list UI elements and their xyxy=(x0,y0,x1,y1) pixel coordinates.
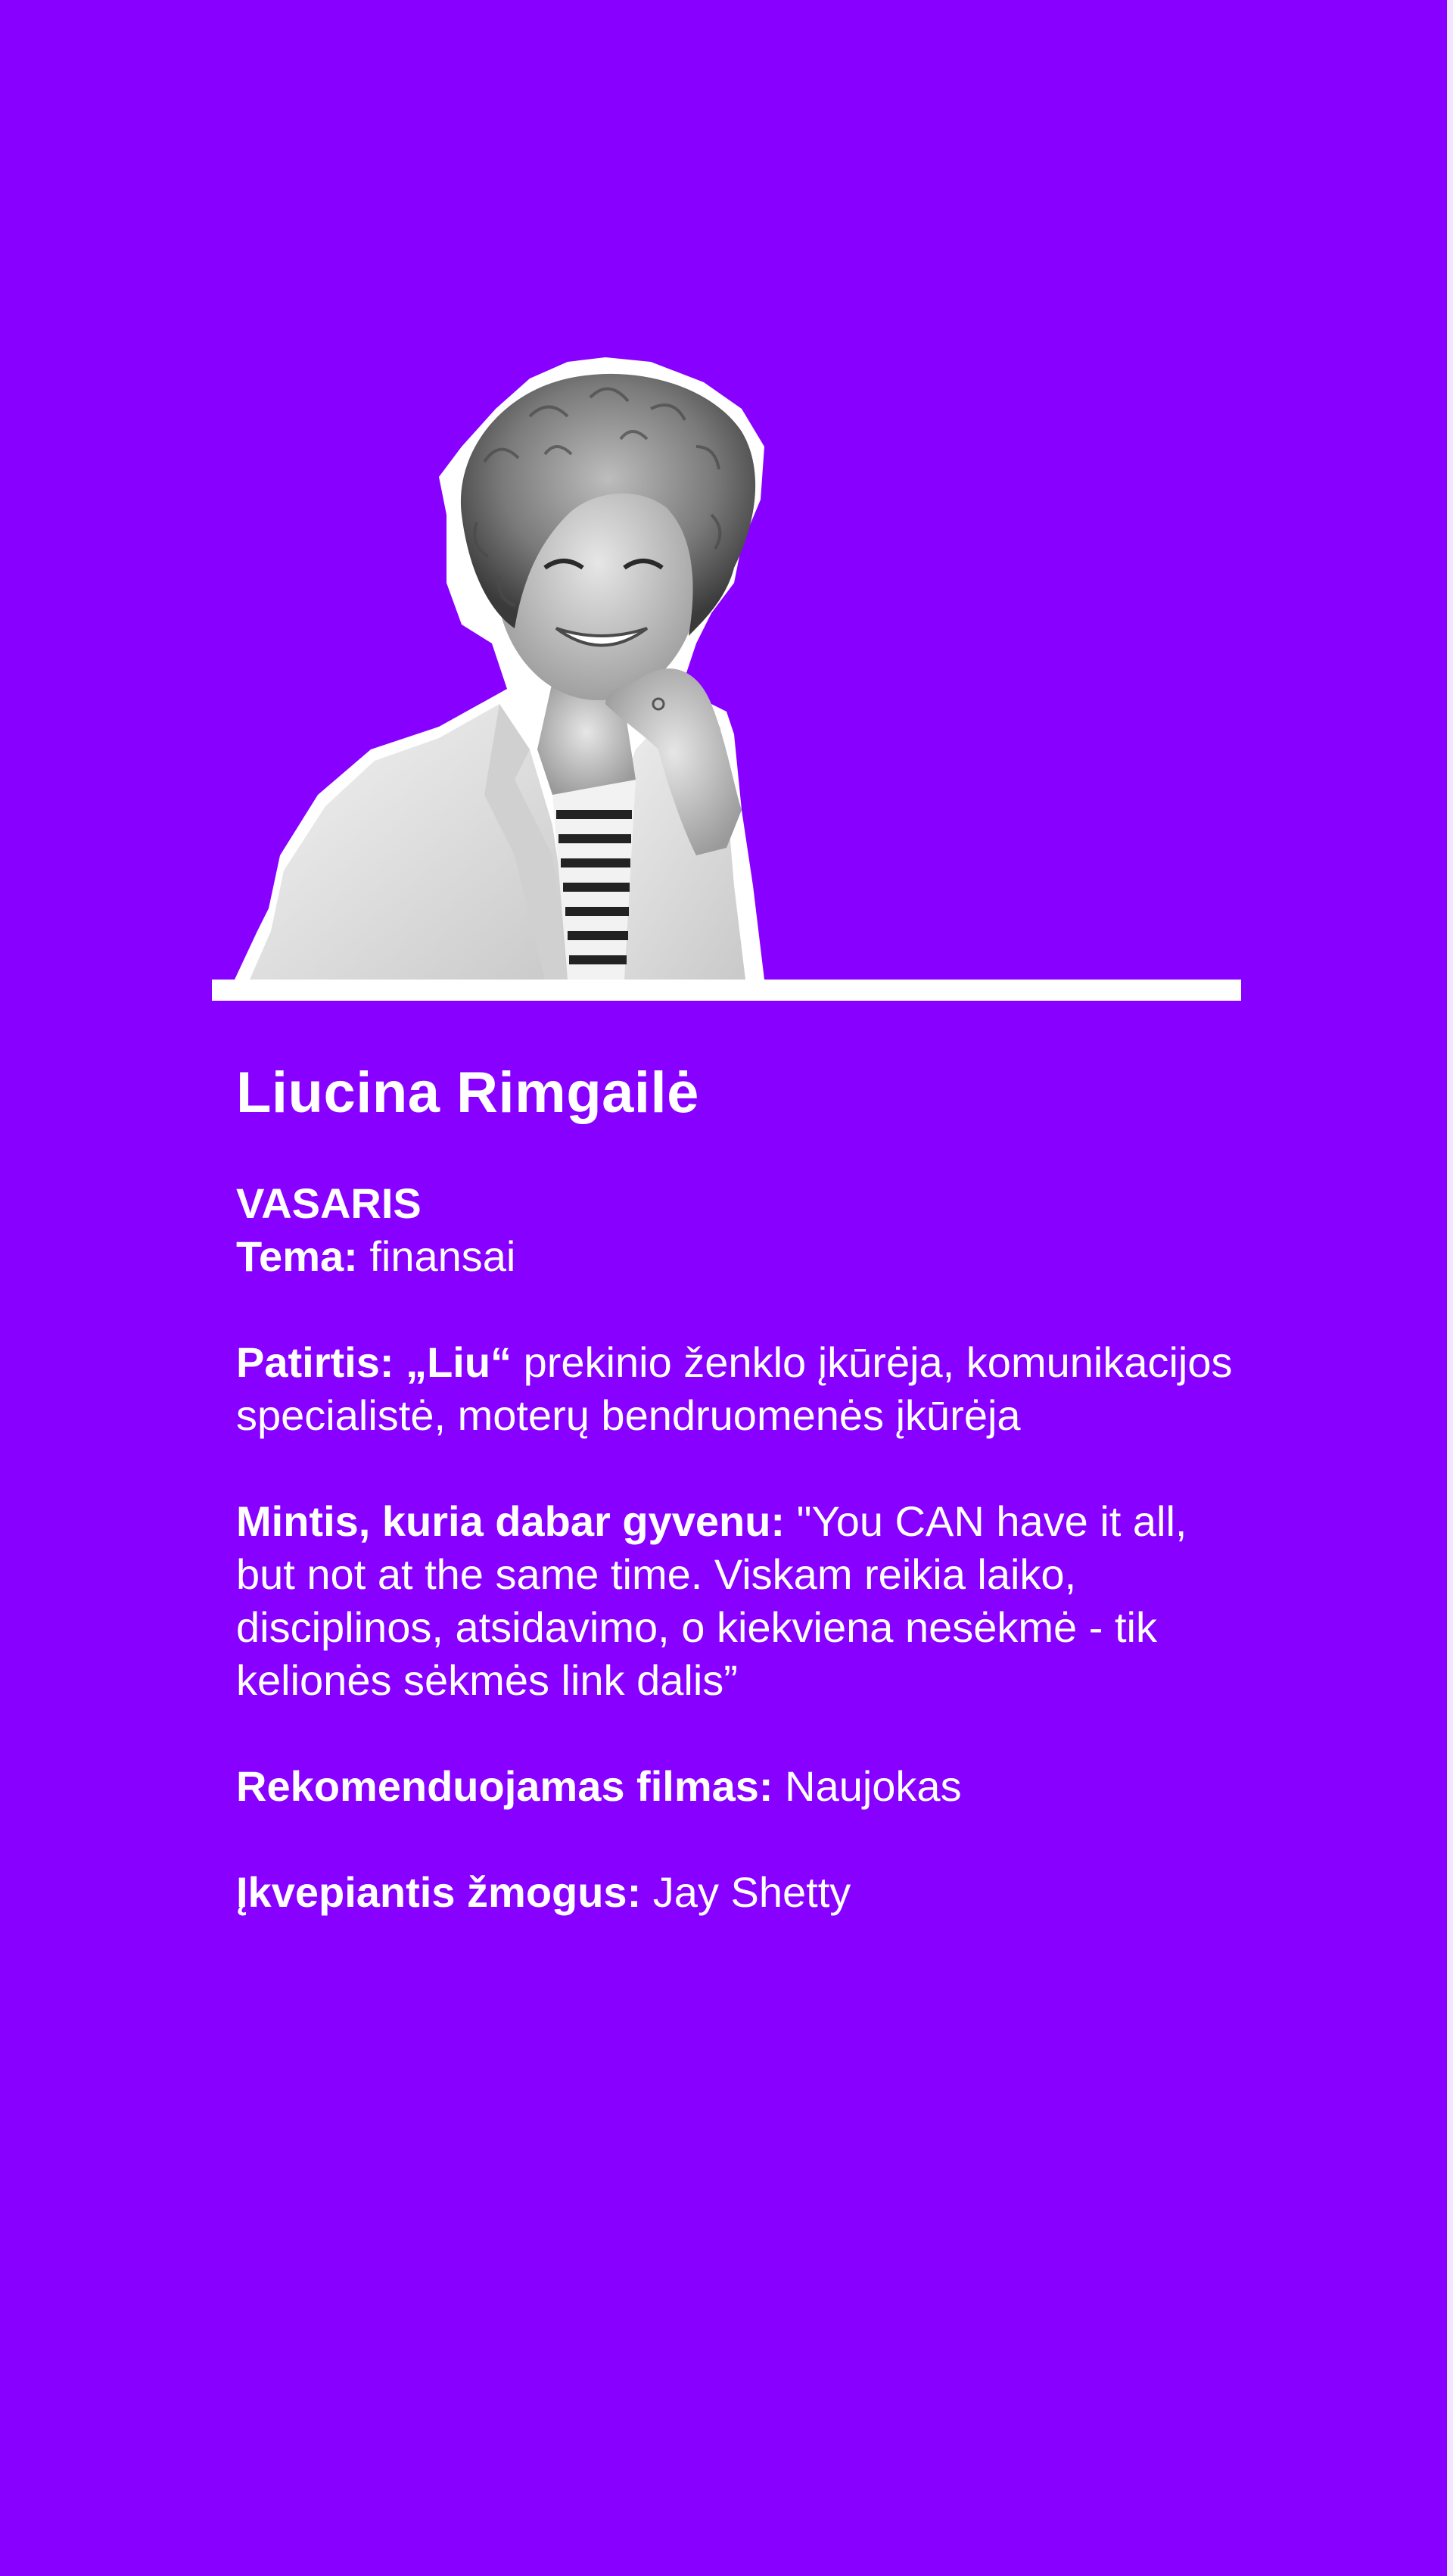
motto-value: "You CAN have it all, but not at the same time. Viskam reikia laiko, disciplinos, atsidavimo, o kiekviena nesėkmė - tik kelionės sėkmės link dalis” xyxy=(236,1497,1187,1705)
experience-brand: „Liu“ xyxy=(406,1338,512,1387)
topic-label: Tema: xyxy=(236,1232,358,1281)
profile-name: Liucina Rimgailė xyxy=(236,1061,699,1125)
right-edge-strip xyxy=(1447,0,1453,2576)
person-label: Įkvepiantis žmogus: xyxy=(236,1868,642,1917)
experience-label: Patirtis: xyxy=(236,1338,394,1387)
profile-card xyxy=(236,1060,1250,1919)
movie-label: Rekomenduojamas filmas: xyxy=(236,1762,773,1811)
divider-rule xyxy=(212,980,1241,1001)
portrait-photo xyxy=(212,326,863,984)
person-row xyxy=(236,1866,1250,1919)
topic-value: finansai xyxy=(369,1232,516,1281)
experience-value: prekinio ženklo įkūrėja, komunikacijos specialistė, moterų bendruomenės įkūrėja xyxy=(236,1338,1233,1440)
experience-row xyxy=(236,1336,1250,1442)
topic-row xyxy=(236,1230,1250,1283)
month-label: VASARIS xyxy=(236,1179,422,1228)
movie-row xyxy=(236,1760,1250,1813)
motto-row xyxy=(236,1495,1250,1707)
movie-value: Naujokas xyxy=(785,1762,962,1811)
person-value: Jay Shetty xyxy=(652,1868,851,1917)
motto-label: Mintis, kuria dabar gyvenu: xyxy=(236,1497,786,1546)
